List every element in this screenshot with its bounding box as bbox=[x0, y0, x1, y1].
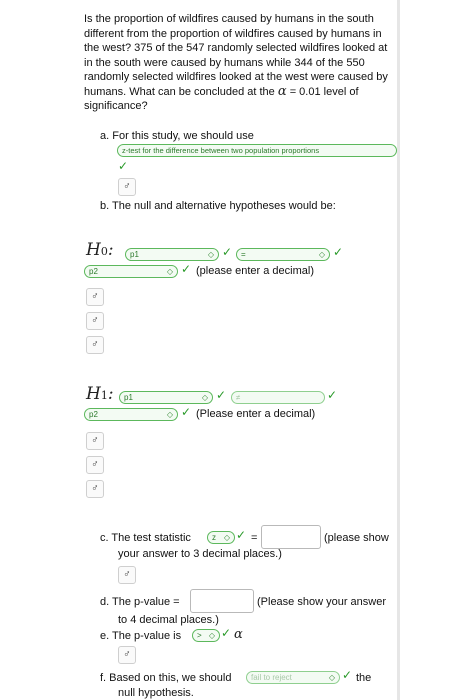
part-c-note2: your answer to 3 decimal places.) bbox=[118, 548, 282, 560]
formula-icon[interactable]: ♂ bbox=[86, 312, 104, 330]
question-alpha-tail: = 0.01 level of significance? bbox=[84, 85, 359, 112]
part-d-note2: to 4 decimal places.) bbox=[118, 614, 219, 626]
h0-value-select[interactable] bbox=[84, 265, 178, 278]
part-c-note: (please show bbox=[324, 532, 389, 544]
part-b-label: b. The null and alternative hypotheses would be: bbox=[100, 200, 336, 212]
study-type-select[interactable] bbox=[117, 144, 397, 157]
h0-note: (please enter a decimal) bbox=[196, 265, 315, 277]
test-statistic-input[interactable] bbox=[261, 525, 321, 549]
h1-param-value: p1 bbox=[124, 393, 133, 402]
h1-colon: : bbox=[107, 384, 114, 404]
scrollbar-track bbox=[397, 0, 400, 700]
check-icon: ✓ bbox=[236, 528, 247, 542]
chevron-down-icon: ◇ bbox=[208, 631, 215, 640]
check-icon: ✓ bbox=[181, 262, 192, 276]
h1-operator-select[interactable] bbox=[231, 391, 325, 404]
formula-icon[interactable]: ♂ bbox=[86, 480, 104, 498]
part-e-label: e. The p-value is bbox=[100, 630, 182, 642]
conclusion-value: fail to reject bbox=[251, 673, 292, 682]
part-a-label: a. For this study, we should use bbox=[100, 130, 254, 142]
formula-icon[interactable]: ♂ bbox=[86, 456, 104, 474]
question-text bbox=[84, 12, 396, 114]
check-icon: ✓ bbox=[118, 159, 129, 173]
check-icon: ✓ bbox=[221, 626, 232, 640]
check-icon: ✓ bbox=[333, 245, 344, 259]
statistic-type-select[interactable] bbox=[207, 531, 235, 544]
check-icon: ✓ bbox=[342, 668, 353, 682]
chevron-down-icon: ◇ bbox=[207, 250, 214, 259]
check-icon: ✓ bbox=[216, 388, 227, 402]
check-icon: ✓ bbox=[327, 388, 338, 402]
h0-value-value: p2 bbox=[89, 267, 98, 276]
h0-operator-value: = bbox=[241, 250, 246, 259]
h0-colon: : bbox=[107, 240, 114, 260]
h1-param-select[interactable] bbox=[119, 391, 213, 404]
part-c-label: c. The test statistic bbox=[100, 532, 191, 544]
conclusion-select[interactable] bbox=[246, 671, 340, 684]
part-f-tail2: null hypothesis. bbox=[118, 687, 194, 699]
formula-icon[interactable]: ♂ bbox=[118, 566, 136, 584]
alpha-symbol: α bbox=[277, 83, 287, 99]
p-value-compare-select[interactable] bbox=[192, 629, 220, 642]
formula-icon[interactable]: ♂ bbox=[86, 288, 104, 306]
statistic-type-value: z bbox=[212, 533, 216, 542]
chevron-down-icon: ◇ bbox=[166, 410, 173, 419]
h1-note: (Please enter a decimal) bbox=[196, 408, 316, 420]
part-f-label: f. Based on this, we should bbox=[100, 672, 232, 684]
formula-icon[interactable]: ♂ bbox=[118, 178, 136, 196]
equals-sign: = bbox=[251, 532, 258, 544]
study-type-value: z-test for the difference between two population proportions bbox=[122, 146, 320, 155]
h0-param-value: p1 bbox=[130, 250, 139, 259]
chevron-down-icon: ◇ bbox=[166, 267, 173, 276]
p-value-compare-value: > bbox=[197, 631, 202, 640]
h1-value-value: p2 bbox=[89, 410, 98, 419]
p-value-input[interactable] bbox=[190, 589, 254, 613]
check-icon: ✓ bbox=[181, 405, 192, 419]
chevron-down-icon: ◇ bbox=[223, 533, 230, 542]
h1-symbol bbox=[86, 384, 114, 404]
h0-param-select[interactable] bbox=[125, 248, 219, 261]
chevron-down-icon: ◇ bbox=[328, 673, 335, 682]
check-icon: ✓ bbox=[222, 245, 233, 259]
h1-value-select[interactable] bbox=[84, 408, 178, 421]
h1-subscript: 1 bbox=[100, 389, 108, 402]
formula-icon[interactable]: ♂ bbox=[118, 646, 136, 664]
formula-icon[interactable]: ♂ bbox=[86, 432, 104, 450]
part-f-tail: the bbox=[356, 672, 372, 684]
part-d-label: d. The p-value = bbox=[100, 596, 180, 608]
h1-operator-value: ≠ bbox=[236, 393, 241, 402]
h0-letter: H bbox=[86, 240, 101, 260]
alpha-symbol: α bbox=[234, 627, 243, 642]
h0-subscript: 0 bbox=[100, 245, 108, 258]
part-d-note: (Please show your answer bbox=[257, 596, 387, 608]
h0-operator-select[interactable] bbox=[236, 248, 330, 261]
h1-letter: H bbox=[86, 384, 101, 404]
chevron-down-icon: ◇ bbox=[318, 250, 325, 259]
chevron-down-icon: ◇ bbox=[201, 393, 208, 402]
formula-icon[interactable]: ♂ bbox=[86, 336, 104, 354]
h0-symbol bbox=[86, 240, 114, 260]
question-body: Is the proportion of wildfires caused by humans in the south different from the proportion of wildfires caused by humans in the west? 375 of the 547 randomly selected wildfires looked at in the south were caused by humans while 344 of the 550 randomly selected wildfires looked at the west were caused by humans. What can be concluded at the bbox=[84, 13, 388, 98]
